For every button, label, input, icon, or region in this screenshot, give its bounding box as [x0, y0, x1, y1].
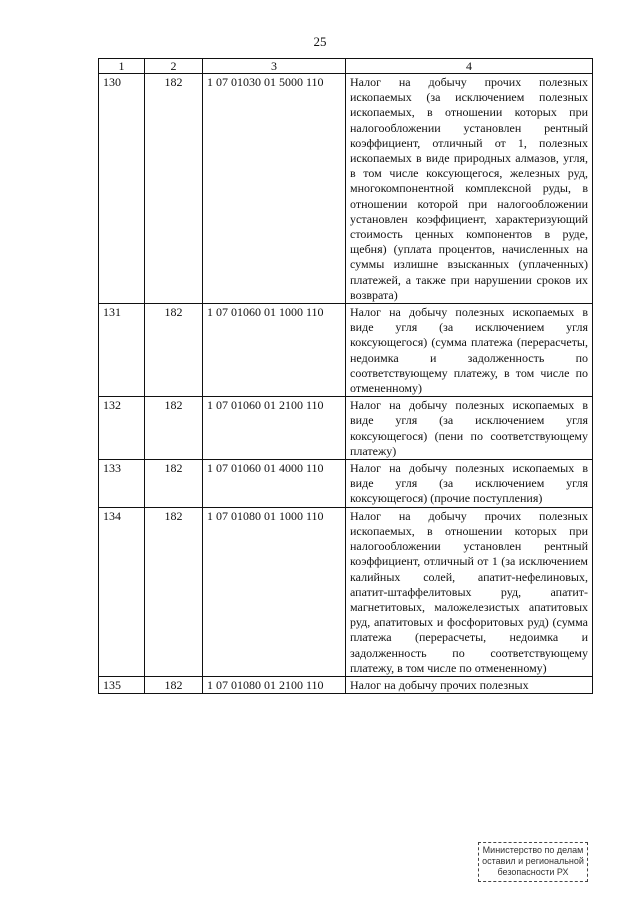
column-header-1: 1 [99, 59, 145, 74]
stamp-line: Министерство по делам [482, 845, 584, 855]
revenue-name: Налог на добычу полезных ископаемых в виде угля (за исключением угля коксующегося) (прочие поступления) [346, 460, 593, 508]
stamp-line: безопасности РХ [497, 867, 569, 877]
administrator-code: 182 [145, 397, 203, 460]
administrator-code: 182 [145, 460, 203, 508]
administrator-code: 182 [145, 676, 203, 693]
revenue-name: Налог на добычу полезных ископаемых в виде угля (за исключением угля коксующегося) (пени по соответствующему платежу) [346, 397, 593, 460]
administrator-code: 182 [145, 507, 203, 676]
revenue-name: Налог на добычу полезных ископаемых в виде угля (за исключением угля коксующегося) (сумма платежа (перерасчеты, недоимка и задолженность по соответствующему платежу, в том числе по отмененному) [346, 304, 593, 397]
row-number: 133 [99, 460, 145, 508]
page-number: 25 [313, 34, 327, 49]
table-row [99, 460, 593, 508]
column-header-4: 4 [346, 59, 593, 74]
stamp-line: оставил и региональной [482, 856, 584, 866]
budget-classification-code: 1 07 01080 01 2100 110 [203, 676, 346, 693]
administrator-code: 182 [145, 304, 203, 397]
budget-classification-code: 1 07 01060 01 2100 110 [203, 397, 346, 460]
table-row [99, 74, 593, 304]
table-row [99, 676, 593, 693]
revenue-name: Налог на добычу прочих полезных [346, 676, 593, 693]
table-row [99, 397, 593, 460]
column-header-2: 2 [145, 59, 203, 74]
budget-classification-code: 1 07 01060 01 4000 110 [203, 460, 346, 508]
table-row [99, 507, 593, 676]
row-number: 135 [99, 676, 145, 693]
budget-classification-code: 1 07 01030 01 5000 110 [203, 74, 346, 304]
revenue-name: Налог на добычу прочих полезных ископаемых (за исключением полезных ископаемых, в отношении которых при налогообложении установлен рентный коэффициент, отличный от 1, полезных ископаемых в виде природных алмазов, угля, в том числе коксующегося, железных руд, многокомпонентной комплексной руды, в отношении которой при налогообложении установлен коэффициент, характеризующий стоимость ценных компонентов в руде, щебня) (уплата процентов, начисленных на суммы излишне взысканных (уплаченных) платежей, а также при нарушении сроков их возврата) [346, 74, 593, 304]
row-number: 131 [99, 304, 145, 397]
table-header-row [99, 59, 593, 74]
budget-classification-code: 1 07 01080 01 1000 110 [203, 507, 346, 676]
revenue-codes-table [98, 58, 593, 694]
budget-classification-code: 1 07 01060 01 1000 110 [203, 304, 346, 397]
revenue-name: Налог на добычу прочих полезных ископаемых, в отношении которых при налогообложении установлен рентный коэффициент, отличный от 1 (за исключением калийных солей, апатит-нефелиновых, апатит-штаффелитовых руд, апатит-магнетитовых, маложелезистых апатитовых руд, апатитовых и фосфоритовых руд) (сумма платежа (перерасчеты, недоимка и задолженность по соответствующему платежу, в том числе по отмененному) [346, 507, 593, 676]
registration-stamp [478, 842, 588, 882]
row-number: 130 [99, 74, 145, 304]
row-number: 132 [99, 397, 145, 460]
administrator-code: 182 [145, 74, 203, 304]
table-row [99, 304, 593, 397]
row-number: 134 [99, 507, 145, 676]
column-header-3: 3 [203, 59, 346, 74]
